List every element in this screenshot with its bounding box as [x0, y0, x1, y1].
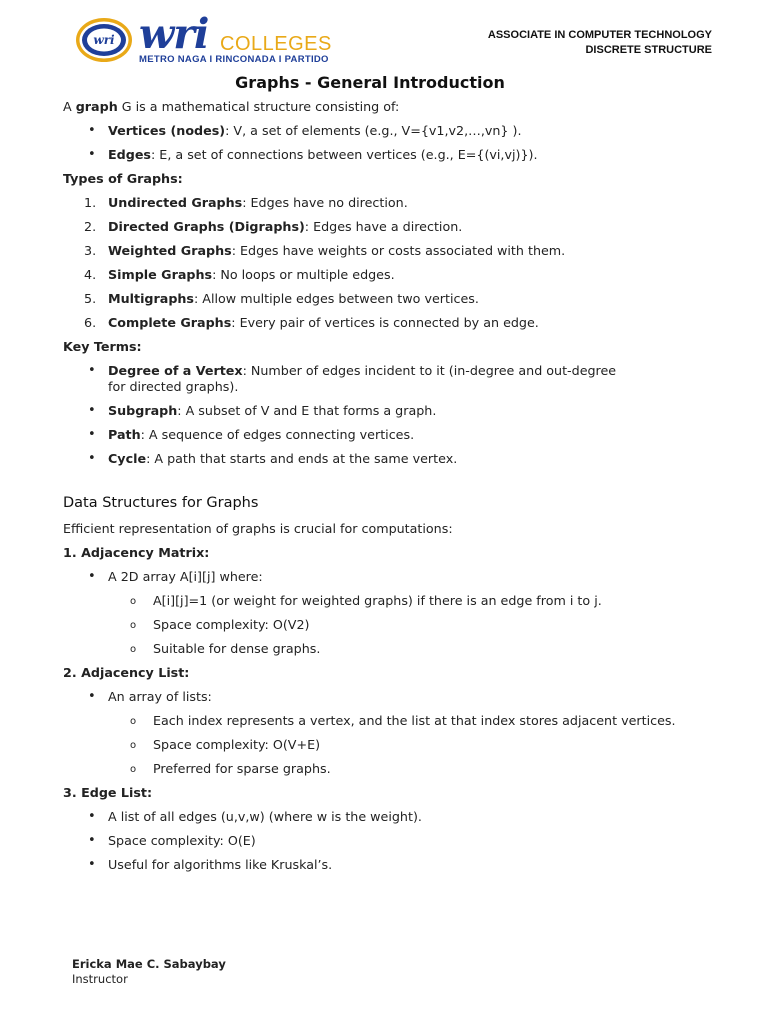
adjacency-matrix-list	[63, 569, 683, 657]
document-body	[63, 99, 683, 881]
list-item: • Useful for algorithms like Kruskal’s.	[63, 857, 683, 873]
logo-colleges: COLLEGES	[220, 33, 332, 55]
adjacency-list-sublist	[108, 713, 683, 777]
list-item: 4. Simple Graphs: No loops or multiple edges.	[84, 267, 395, 282]
types-heading: Types of Graphs:	[63, 171, 183, 186]
adjacency-list-heading: 2. Adjacency List:	[63, 665, 190, 680]
list-item: • An array of lists: o Each index represents a vertex, and the list at that index stores adjacent vertices. o Space complexity: O(V+E) o Preferred for sparse graphs.	[63, 689, 683, 777]
key-terms-heading: Key Terms:	[63, 339, 142, 354]
sub-list-item: o Space complexity: O(V2)	[108, 617, 683, 633]
sub-list-item: o Preferred for sparse graphs.	[108, 761, 683, 777]
list-item: • A list of all edges (u,v,w) (where w is the weight).	[63, 809, 683, 825]
seal-text: wri	[93, 33, 115, 47]
list-item: 2. Directed Graphs (Digraphs): Edges have a direction.	[84, 219, 463, 234]
key-terms-list	[63, 363, 683, 467]
graph-components-list	[63, 123, 683, 163]
list-item: 1. Undirected Graphs: Edges have no direction.	[84, 195, 408, 210]
sub-list-item: o Each index represents a vertex, and the list at that index stores adjacent vertices.	[108, 713, 683, 729]
adjacency-matrix-sublist	[108, 593, 683, 657]
list-item: • Vertices (nodes): V, a set of elements (e.g., V={v1,v2,…,vn} ).	[63, 123, 683, 139]
list-item: • Degree of a Vertex: Number of edges incident to it (in-degree and out-degree for directed graphs).	[63, 363, 683, 395]
list-item: 3. Weighted Graphs: Edges have weights or costs associated with them.	[84, 243, 566, 258]
instructor-name: Ericka Mae C. Sabaybay	[72, 957, 226, 971]
college-seal-logo	[75, 17, 133, 63]
course-program: ASSOCIATE IN COMPUTER TECHNOLOGY	[487, 29, 712, 41]
list-item: • Space complexity: O(E)	[63, 833, 683, 849]
edge-list-heading: 3. Edge List:	[63, 785, 153, 800]
sub-list-item: o Space complexity: O(V+E)	[108, 737, 683, 753]
list-item: • Path: A sequence of edges connecting vertices.	[63, 427, 683, 443]
page-header	[0, 0, 768, 72]
intro-paragraph: A graph G is a mathematical structure consisting of:	[63, 99, 400, 114]
logo-campuses: METRO NAGA I RINCONADA I PARTIDO	[139, 54, 329, 65]
sub-list-item: o Suitable for dense graphs.	[108, 641, 683, 657]
sub-list-item: o A[i][j]=1 (or weight for weighted graphs) if there is an edge from i to j.	[108, 593, 683, 609]
adjacency-matrix-heading: 1. Adjacency Matrix:	[63, 545, 210, 560]
page-title: Graphs - General Introduction	[235, 73, 505, 92]
list-item: • Subgraph: A subset of V and E that forms a graph.	[63, 403, 683, 419]
instructor-role: Instructor	[72, 972, 128, 986]
list-item: • Edges: E, a set of connections between vertices (e.g., E={(vi,vj)}).	[63, 147, 683, 163]
edge-list-list	[63, 809, 683, 873]
list-item: 5. Multigraphs: Allow multiple edges between two vertices.	[84, 291, 479, 306]
course-info	[488, 28, 712, 58]
list-item: • A 2D array A[i][j] where: o A[i][j]=1 (or weight for weighted graphs) if there is an edge from i to j. o Space complexity: O(V2) o Suitable for dense graphs.	[63, 569, 683, 657]
page-footer	[72, 957, 226, 987]
data-structures-intro: Efficient representation of graphs is crucial for computations:	[63, 521, 453, 536]
graph-types-list	[63, 195, 683, 331]
adjacency-list-list	[63, 689, 683, 777]
course-subject: DISCRETE STRUCTURE	[585, 44, 712, 56]
data-structures-heading: Data Structures for Graphs	[63, 495, 259, 511]
list-item: • Cycle: A path that starts and ends at the same vertex.	[63, 451, 683, 467]
list-item: 6. Complete Graphs: Every pair of vertices is connected by an edge.	[84, 315, 539, 330]
logo-wordmark: wri	[139, 10, 209, 58]
